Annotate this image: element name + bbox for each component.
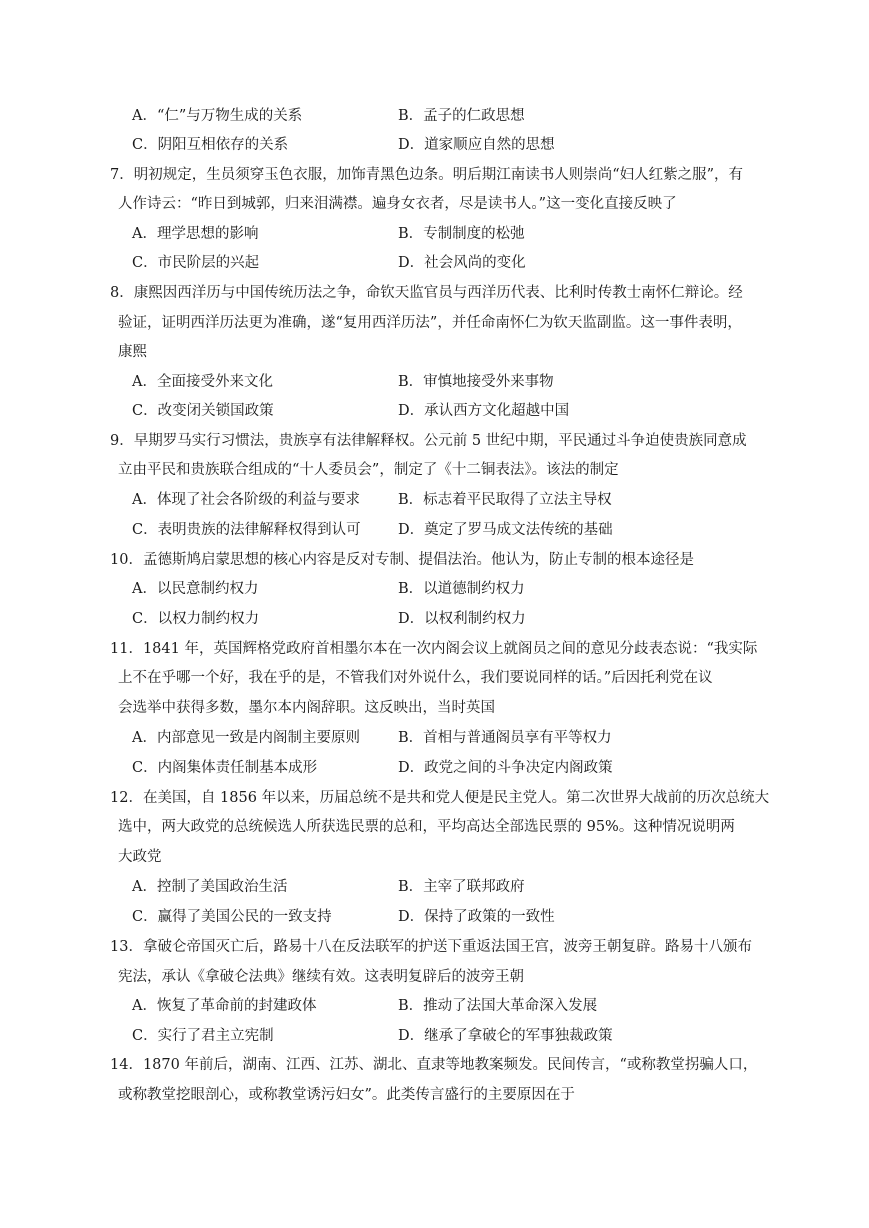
q8-option-b: B．审慎地接受外来事物 [398,374,554,390]
q8-option-a: A．全面接受外来文化 [132,374,273,390]
q13-stem-line-1: 13．拿破仑帝国灭亡后，路易十八在反法联军的护送下重返法国王宫，波旁王朝复辟。路易十八颁布 [110,939,752,955]
q7-option-a: A．理学思想的影响 [132,226,259,242]
q9-stem-line-2: 立由平民和贵族联合组成的“十人委员会”，制定了《十二铜表法》。该法的制定 [118,462,619,478]
q6-option-d: D．道家顺应自然的思想 [398,137,555,153]
q11-option-a: A．内部意见一致是内阁制主要原则 [132,730,360,746]
q8-option-c: C．改变闭关锁国政策 [132,403,274,419]
q13-option-b: B．推动了法国大革命深入发展 [398,998,598,1014]
q9-option-c: C．表明贵族的法律解释权得到认可 [132,522,361,538]
q12-option-b: B．主宰了联邦政府 [398,879,525,895]
q10-option-a: A．以民意制约权力 [132,581,259,597]
q7-option-b: B．专制制度的松弛 [398,226,525,242]
q7-stem-line-1: 7．明初规定，生员须穿玉色衣服，加饰青黑色边条。明后期江南读书人则崇尚“妇人红紫之服”，有 [110,167,744,183]
q8-stem-line-2: 验证，证明西洋历法更为准确，遂“复用西洋历法”，并任命南怀仁为钦天监副监。这一事件表明， [118,315,742,331]
q14-stem-line-1: 14．1870 年前后，湖南、江西、江苏、湖北、直隶等地教案频发。民间传言，“或称教堂拐骗人口， [110,1057,758,1073]
q13-option-d: D．继承了拿破仑的军事独裁政策 [398,1028,613,1044]
q9-option-a: A．体现了社会各阶级的利益与要求 [132,492,360,508]
q12-option-a: A．控制了美国政治生活 [132,879,288,895]
q8-stem-line-3: 康熙 [118,344,147,360]
q9-option-d: D．奠定了罗马成文法传统的基础 [398,522,613,538]
q12-option-d: D．保持了政策的一致性 [398,909,555,925]
q10-option-d: D．以权利制约权力 [398,611,526,627]
q10-stem-line-1: 10．孟德斯鸠启蒙思想的核心内容是反对专制、提倡法治。他认为，防止专制的根本途径是 [110,552,694,568]
q6-option-a: A．“仁”与万物生成的关系 [132,108,303,124]
q12-stem-line-2: 选中，两大政党的总统候选人所获选民票的总和，平均高达全部选民票的 95%。这种情况说明两 [118,819,735,835]
q12-stem-line-3: 大政党 [118,849,162,865]
q11-stem-line-2: 上不在乎哪一个好，我在乎的是，不管我们对外说什么，我们要说同样的话。”后因托利党在议 [118,670,713,686]
q11-option-d: D．政党之间的斗争决定内阁政策 [398,760,613,776]
q11-stem-line-1: 11．1841 年，英国辉格党政府首相墨尔本在一次内阁会议上就阁员之间的意见分歧表态说：“我实际 [110,641,758,657]
q8-stem-line-1: 8．康熙因西洋历与中国传统历法之争，命钦天监官员与西洋历代表、比利时传教士南怀仁辩论。经 [110,285,743,301]
q12-option-c: C．赢得了美国公民的一致支持 [132,909,332,925]
q7-option-c: C．市民阶层的兴起 [132,255,260,271]
q13-option-c: C．实行了君主立宪制 [132,1028,274,1044]
q7-stem-line-2: 人作诗云：“昨日到城郭，归来泪满襟。遍身女衣者，尽是读书人。”这一变化直接反映了 [118,196,677,212]
q10-option-b: B．以道德制约权力 [398,581,525,597]
q14-stem-line-2: 或称教堂挖眼剖心，或称教堂诱污妇女”。此类传言盛行的主要原因在于 [118,1087,575,1103]
q6-option-b: B．孟子的仁政思想 [398,108,525,124]
q7-option-d: D．社会风尚的变化 [398,255,526,271]
q9-option-b: B．标志着平民取得了立法主导权 [398,492,612,508]
q8-option-d: D．承认西方文化超越中国 [398,403,570,419]
q11-option-c: C．内阁集体责任制基本成形 [132,760,318,776]
q6-option-c: C．阴阳互相依存的关系 [132,137,289,153]
q11-stem-line-3: 会选举中获得多数，墨尔本内阁辞职。这反映出，当时英国 [118,700,495,716]
q13-option-a: A．恢复了革命前的封建政体 [132,998,317,1014]
q12-stem-line-1: 12．在美国，自 1856 年以来，历届总统不是共和党人便是民主党人。第二次世界大战前的历次总统大 [110,790,770,806]
q13-stem-line-2: 宪法，承认《拿破仑法典》继续有效。这表明复辟后的波旁王朝 [118,969,524,985]
q10-option-c: C．以权力制约权力 [132,611,260,627]
q9-stem-line-1: 9．早期罗马实行习惯法，贵族享有法律解释权。公元前 5 世纪中期，平民通过斗争迫使贵族同意成 [110,433,747,449]
q11-option-b: B．首相与普通阁员享有平等权力 [398,730,612,746]
